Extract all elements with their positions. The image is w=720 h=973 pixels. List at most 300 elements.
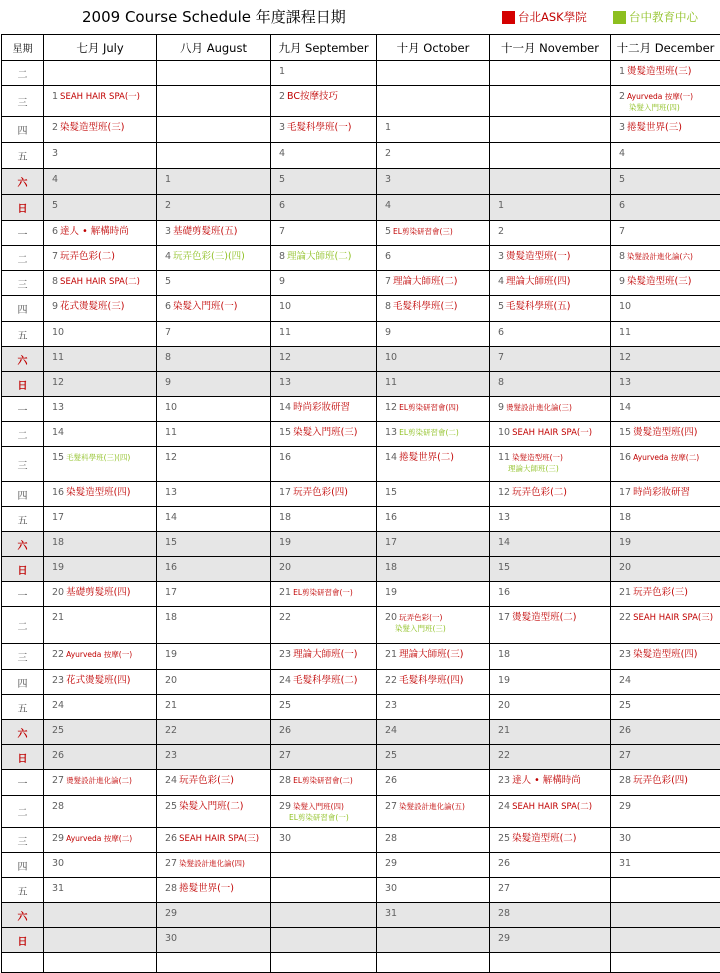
day-entry	[44, 372, 156, 388]
day-entry	[157, 397, 270, 413]
course-name: SEAH HAIR SPA(三)	[179, 834, 259, 844]
course-name: Ayurveda 按摩(一)	[627, 92, 693, 101]
course-name-secondary: EL剪染研習會(一)	[289, 812, 376, 823]
day-cell-october	[377, 246, 490, 271]
day-cell-august	[157, 695, 271, 720]
day-cell-december	[611, 271, 720, 296]
day-cell-july	[44, 745, 157, 770]
day-cell-september	[271, 117, 377, 143]
day-entry	[271, 296, 376, 312]
day-number: 6	[279, 200, 285, 211]
course-name: 達人 • 解構時尚	[60, 226, 129, 237]
day-entry	[377, 507, 489, 523]
day-cell-august	[157, 372, 271, 397]
course-name: 毛髮科學班(三)	[393, 301, 457, 312]
day-cell-october	[377, 296, 490, 322]
day-number: 30	[165, 933, 177, 944]
day-number: 12	[165, 452, 177, 463]
course-name: 毛髮科學班(二)	[293, 675, 357, 686]
day-number: 4	[385, 200, 391, 211]
table-row	[2, 296, 720, 322]
course-name: 染髮入門班(二)	[179, 801, 243, 812]
day-cell-august	[157, 507, 271, 532]
day-cell-september	[271, 61, 377, 86]
day-entry	[157, 745, 270, 761]
day-cell-november	[490, 903, 611, 928]
day-number: 30	[385, 883, 397, 894]
day-entry	[44, 117, 156, 133]
day-number: 26	[619, 725, 631, 736]
day-cell-november	[490, 532, 611, 557]
day-entry	[490, 928, 610, 944]
day-entry	[377, 296, 489, 312]
day-cell-july	[44, 532, 157, 557]
day-entry	[377, 695, 489, 711]
course-name: 花式燙髮班(四)	[66, 675, 130, 686]
day-cell-september	[271, 143, 377, 169]
day-entry	[377, 422, 489, 438]
table-row	[2, 221, 720, 246]
weekday-cell: 二	[2, 61, 44, 86]
day-number: 16	[52, 487, 64, 498]
day-entry	[377, 532, 489, 548]
day-cell-october	[377, 796, 490, 828]
day-number: 28	[52, 801, 64, 812]
day-cell-july	[44, 195, 157, 221]
course-name: 玩弄色彩(二)	[512, 487, 567, 498]
day-cell-december	[611, 720, 720, 745]
day-cell-august	[157, 447, 271, 482]
day-cell-december	[611, 507, 720, 532]
day-cell-july	[44, 447, 157, 482]
day-cell-december	[611, 322, 720, 347]
day-number: 2	[165, 200, 171, 211]
day-entry	[377, 670, 489, 686]
day-number: 29	[385, 858, 397, 869]
day-entry	[490, 322, 610, 338]
day-number: 22	[165, 725, 177, 736]
day-number: 18	[279, 512, 291, 523]
day-number: 4	[165, 251, 171, 262]
day-number: 27	[165, 858, 177, 869]
day-cell-december	[611, 770, 720, 796]
day-entry	[611, 372, 720, 388]
day-number: 19	[385, 587, 397, 598]
day-entry	[44, 828, 156, 844]
day-cell-august	[157, 397, 271, 422]
day-entry	[490, 195, 610, 211]
weekday-cell: 日	[2, 557, 44, 582]
day-entry	[44, 271, 156, 288]
day-number: 16	[498, 587, 510, 598]
table-row	[2, 169, 720, 195]
day-cell-july	[44, 397, 157, 422]
weekday-cell: 四	[2, 296, 44, 322]
day-entry	[611, 143, 720, 159]
course-name: Ayurveda 按摩(二)	[633, 453, 699, 462]
table-row	[2, 853, 720, 878]
day-entry	[44, 169, 156, 185]
day-number: 30	[619, 833, 631, 844]
day-number: 13	[52, 402, 64, 413]
course-name: 玩弄色彩(一)	[399, 613, 442, 622]
day-entry	[271, 828, 376, 844]
day-entry	[157, 770, 270, 786]
day-cell-december	[611, 928, 720, 953]
weekday-cell: 日	[2, 372, 44, 397]
day-cell-august	[157, 853, 271, 878]
day-cell-august	[157, 117, 271, 143]
day-number: 25	[52, 725, 64, 736]
day-number: 23	[52, 675, 64, 686]
day-entry	[44, 397, 156, 413]
day-number: 9	[498, 402, 504, 413]
day-number: 3	[619, 122, 625, 133]
day-cell-november	[490, 296, 611, 322]
day-cell-october	[377, 271, 490, 296]
course-name: 毛髮科學班(五)	[506, 301, 570, 312]
day-number: 14	[619, 402, 631, 413]
day-entry	[490, 720, 610, 736]
day-entry	[377, 903, 489, 919]
day-number: 1	[498, 200, 504, 211]
day-cell-october	[377, 695, 490, 720]
day-entry	[271, 796, 376, 823]
day-cell-october	[377, 828, 490, 853]
table-row	[2, 878, 720, 903]
day-entry	[271, 532, 376, 548]
day-cell-september	[271, 422, 377, 447]
day-entry	[271, 397, 376, 413]
day-number: 22	[279, 612, 291, 623]
day-number: 29	[52, 833, 64, 844]
weekday-cell: 二	[2, 607, 44, 644]
day-entry	[377, 745, 489, 761]
day-cell-july	[44, 557, 157, 582]
table-row	[2, 720, 720, 745]
day-number: 1	[619, 66, 625, 77]
day-number: 11	[498, 452, 510, 463]
day-cell-september	[271, 507, 377, 532]
day-cell-september	[271, 447, 377, 482]
table-row	[2, 507, 720, 532]
day-cell-november	[490, 507, 611, 532]
day-number: 6	[619, 200, 625, 211]
course-name-secondary: 染髮入門班(三)	[395, 623, 489, 634]
course-name: 理論大師班(二)	[287, 251, 351, 262]
course-name: 燙髮設計進化論(三)	[506, 403, 572, 412]
month-header-september: 九月 September	[271, 35, 377, 61]
day-entry	[44, 745, 156, 761]
day-number: 8	[52, 276, 58, 287]
day-entry	[490, 644, 610, 660]
day-cell-august	[157, 271, 271, 296]
table-row	[2, 745, 720, 770]
day-entry	[44, 670, 156, 686]
day-cell-september	[271, 296, 377, 322]
day-cell-july	[44, 644, 157, 670]
course-name: 毛髮科學班(四)	[399, 675, 463, 686]
day-cell-october	[377, 422, 490, 447]
day-number: 3	[385, 174, 391, 185]
day-entry	[44, 644, 156, 660]
course-name: 時尚彩妝研習	[633, 487, 690, 498]
day-number: 22	[385, 675, 397, 686]
day-number: 19	[619, 537, 631, 548]
day-entry	[377, 644, 489, 660]
day-number: 6	[385, 251, 391, 262]
day-cell-august	[157, 953, 271, 973]
day-cell-december	[611, 347, 720, 372]
day-entry	[377, 372, 489, 388]
day-cell-july	[44, 582, 157, 607]
day-number: 27	[385, 801, 397, 812]
day-entry	[611, 507, 720, 523]
day-entry	[157, 322, 270, 338]
day-number: 20	[52, 587, 64, 598]
day-cell-august	[157, 903, 271, 928]
day-cell-november	[490, 61, 611, 86]
day-entry	[157, 607, 270, 623]
day-number: 6	[52, 226, 58, 237]
day-cell-november	[490, 372, 611, 397]
day-entry	[611, 447, 720, 463]
day-entry	[377, 796, 489, 812]
course-name: SEAH HAIR SPA(二)	[60, 277, 140, 287]
day-number: 27	[498, 883, 510, 894]
day-entry	[611, 582, 720, 598]
course-name: BC按摩技巧	[287, 91, 338, 102]
day-entry	[271, 322, 376, 338]
day-number: 15	[165, 537, 177, 548]
day-number: 17	[165, 587, 177, 598]
day-number: 29	[279, 801, 291, 812]
day-entry	[44, 482, 156, 498]
day-cell-july	[44, 221, 157, 246]
day-entry	[611, 195, 720, 211]
day-number: 12	[619, 352, 631, 363]
course-name: 染髮造型班(三)	[60, 122, 124, 133]
day-cell-november	[490, 447, 611, 482]
day-entry	[157, 720, 270, 736]
day-cell-november	[490, 796, 611, 828]
day-entry	[157, 796, 270, 812]
day-number: 14	[165, 512, 177, 523]
day-number: 4	[52, 174, 58, 185]
day-cell-november	[490, 644, 611, 670]
day-entry	[611, 853, 720, 869]
day-entry	[271, 447, 376, 463]
day-entry	[377, 117, 489, 133]
day-entry	[611, 670, 720, 686]
day-cell-august	[157, 482, 271, 507]
course-name-secondary: 染髮入門班(四)	[629, 102, 720, 113]
day-entry	[271, 61, 376, 77]
day-number: 9	[385, 327, 391, 338]
day-number: 15	[279, 427, 291, 438]
day-cell-september	[271, 246, 377, 271]
day-number: 2	[498, 226, 504, 237]
day-cell-september	[271, 695, 377, 720]
day-entry	[157, 221, 270, 237]
day-number: 13	[619, 377, 631, 388]
weekday-cell: 四	[2, 853, 44, 878]
day-cell-august	[157, 169, 271, 195]
table-row	[2, 143, 720, 169]
course-name: 玩弄色彩(三)	[179, 775, 234, 786]
day-entry	[611, 607, 720, 624]
day-entry	[157, 296, 270, 312]
day-number: 12	[498, 487, 510, 498]
course-name: 花式燙髮班(三)	[60, 301, 124, 312]
day-entry	[611, 695, 720, 711]
month-header-july: 七月 July	[44, 35, 157, 61]
day-entry	[490, 745, 610, 761]
day-cell-september	[271, 322, 377, 347]
day-cell-november	[490, 169, 611, 195]
day-number: 22	[52, 649, 64, 660]
day-entry	[44, 796, 156, 812]
day-cell-november	[490, 745, 611, 770]
day-cell-november	[490, 720, 611, 745]
day-cell-november	[490, 607, 611, 644]
day-cell-november	[490, 195, 611, 221]
day-number: 21	[498, 725, 510, 736]
day-cell-october	[377, 644, 490, 670]
day-number: 20	[498, 700, 510, 711]
day-entry	[611, 828, 720, 844]
day-number: 28	[385, 833, 397, 844]
day-entry	[157, 482, 270, 498]
day-entry	[611, 745, 720, 761]
day-number: 21	[165, 700, 177, 711]
day-cell-november	[490, 953, 611, 973]
day-entry	[157, 644, 270, 660]
day-number: 11	[279, 327, 291, 338]
day-entry	[377, 878, 489, 894]
day-number: 4	[619, 148, 625, 159]
day-cell-september	[271, 853, 377, 878]
month-header-december: 十二月 December	[611, 35, 720, 61]
day-entry	[271, 695, 376, 711]
day-entry	[377, 221, 489, 237]
table-row	[2, 670, 720, 695]
day-number: 31	[385, 908, 397, 919]
day-number: 18	[619, 512, 631, 523]
day-cell-december	[611, 796, 720, 828]
day-entry	[157, 347, 270, 363]
day-number: 16	[385, 512, 397, 523]
day-cell-november	[490, 482, 611, 507]
day-number: 15	[498, 562, 510, 573]
day-cell-november	[490, 422, 611, 447]
day-cell-october	[377, 928, 490, 953]
course-name: 燙髮造型班(三)	[627, 66, 691, 77]
day-cell-september	[271, 670, 377, 695]
day-cell-august	[157, 347, 271, 372]
course-name: SEAH HAIR SPA(三)	[633, 613, 713, 623]
day-cell-august	[157, 828, 271, 853]
day-entry	[271, 246, 376, 262]
day-number: 24	[619, 675, 631, 686]
course-name: 染髮造型班(四)	[633, 649, 697, 660]
day-cell-august	[157, 878, 271, 903]
day-entry	[377, 482, 489, 498]
day-number: 7	[165, 327, 171, 338]
day-number: 10	[52, 327, 64, 338]
day-number: 11	[385, 377, 397, 388]
day-number: 7	[498, 352, 504, 363]
course-name: 染髮設計進化論(六)	[627, 252, 693, 261]
day-cell-october	[377, 903, 490, 928]
weekday-cell: 六	[2, 720, 44, 745]
course-name: 理論大師班(二)	[393, 276, 457, 287]
day-cell-september	[271, 86, 377, 117]
day-cell-november	[490, 397, 611, 422]
day-number: 9	[165, 377, 171, 388]
day-entry	[157, 422, 270, 438]
day-cell-september	[271, 271, 377, 296]
day-entry	[611, 770, 720, 786]
day-number: 8	[498, 377, 504, 388]
day-entry	[271, 271, 376, 287]
weekday-cell: 六	[2, 347, 44, 372]
course-name: 捲髮世界(一)	[179, 883, 234, 894]
day-cell-november	[490, 322, 611, 347]
day-cell-october	[377, 322, 490, 347]
weekday-cell: 五	[2, 878, 44, 903]
day-cell-july	[44, 271, 157, 296]
course-name: 燙髮造型班(二)	[512, 612, 576, 623]
day-entry	[157, 853, 270, 869]
day-cell-september	[271, 953, 377, 973]
course-name: EL剪染研習會(二)	[293, 776, 353, 785]
day-cell-september	[271, 221, 377, 246]
day-cell-july	[44, 246, 157, 271]
day-entry	[271, 195, 376, 211]
table-row	[2, 532, 720, 557]
day-cell-august	[157, 86, 271, 117]
day-number: 13	[385, 427, 397, 438]
day-cell-july	[44, 607, 157, 644]
day-cell-october	[377, 582, 490, 607]
day-entry	[157, 828, 270, 845]
day-cell-september	[271, 720, 377, 745]
day-cell-october	[377, 169, 490, 195]
day-entry	[490, 532, 610, 548]
course-name: 玩弄色彩(四)	[293, 487, 348, 498]
day-cell-december	[611, 397, 720, 422]
day-entry	[490, 397, 610, 413]
day-cell-november	[490, 695, 611, 720]
weekday-cell: 三	[2, 447, 44, 482]
weekday-cell: 三	[2, 644, 44, 670]
day-entry	[490, 607, 610, 623]
day-cell-december	[611, 745, 720, 770]
day-cell-december	[611, 86, 720, 117]
day-cell-august	[157, 322, 271, 347]
day-entry	[490, 582, 610, 598]
day-number: 17	[498, 612, 510, 623]
day-number: 12	[385, 402, 397, 413]
day-cell-august	[157, 532, 271, 557]
day-cell-december	[611, 557, 720, 582]
day-entry	[157, 195, 270, 211]
day-cell-august	[157, 61, 271, 86]
day-entry	[44, 246, 156, 262]
day-number: 16	[619, 452, 631, 463]
day-cell-october	[377, 117, 490, 143]
